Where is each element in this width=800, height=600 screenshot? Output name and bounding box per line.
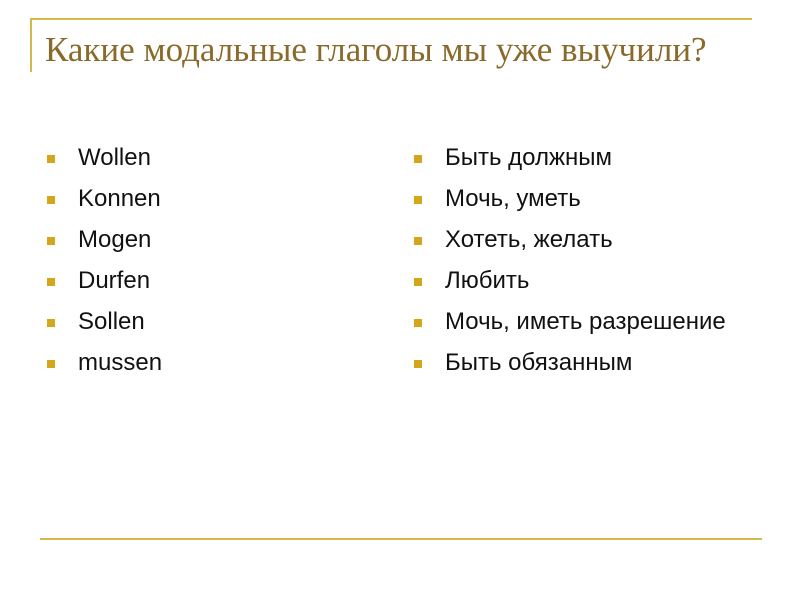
square-bullet-icon	[47, 196, 55, 204]
list-item	[45, 228, 345, 252]
square-bullet-icon	[414, 360, 422, 368]
list-item	[45, 146, 345, 170]
square-bullet-icon	[47, 360, 55, 368]
list-item	[45, 351, 345, 375]
list-item	[412, 310, 742, 334]
list-item-label: Мочь, уметь	[445, 185, 581, 212]
square-bullet-icon	[414, 237, 422, 245]
list-item	[412, 269, 742, 293]
list-item-label: Mogen	[78, 226, 152, 253]
list-item-label: Любить	[445, 267, 530, 294]
bottom-rule	[40, 538, 762, 540]
square-bullet-icon	[47, 155, 55, 163]
square-bullet-icon	[47, 319, 55, 327]
list-item	[45, 187, 345, 211]
slide-title: Какие модальные глаголы мы уже выучили?	[45, 30, 707, 69]
list-item-label: mussen	[78, 349, 163, 376]
square-bullet-icon	[414, 278, 422, 286]
list-item	[412, 187, 742, 211]
title-left-rule	[30, 18, 32, 72]
square-bullet-icon	[414, 319, 422, 327]
list-item	[45, 269, 345, 293]
square-bullet-icon	[414, 155, 422, 163]
list-item	[412, 228, 742, 252]
list-item-label: Sollen	[78, 308, 145, 335]
square-bullet-icon	[47, 278, 55, 286]
list-item-label: Wollen	[78, 144, 151, 171]
list-item	[412, 351, 742, 375]
list-item-label: Konnen	[78, 185, 161, 212]
list-item-label: Быть должным	[445, 144, 613, 171]
russian-meanings-list	[412, 146, 742, 392]
list-item-label: Мочь, иметь разрешение	[445, 308, 726, 335]
list-item	[45, 310, 345, 334]
list-item-label: Хотеть, желать	[445, 226, 613, 253]
square-bullet-icon	[414, 196, 422, 204]
german-verbs-list	[45, 146, 345, 392]
list-item-label: Durfen	[78, 267, 151, 294]
title-top-rule	[30, 18, 752, 20]
list-item	[412, 146, 742, 170]
square-bullet-icon	[47, 237, 55, 245]
list-item-label: Быть обязанным	[445, 349, 633, 376]
